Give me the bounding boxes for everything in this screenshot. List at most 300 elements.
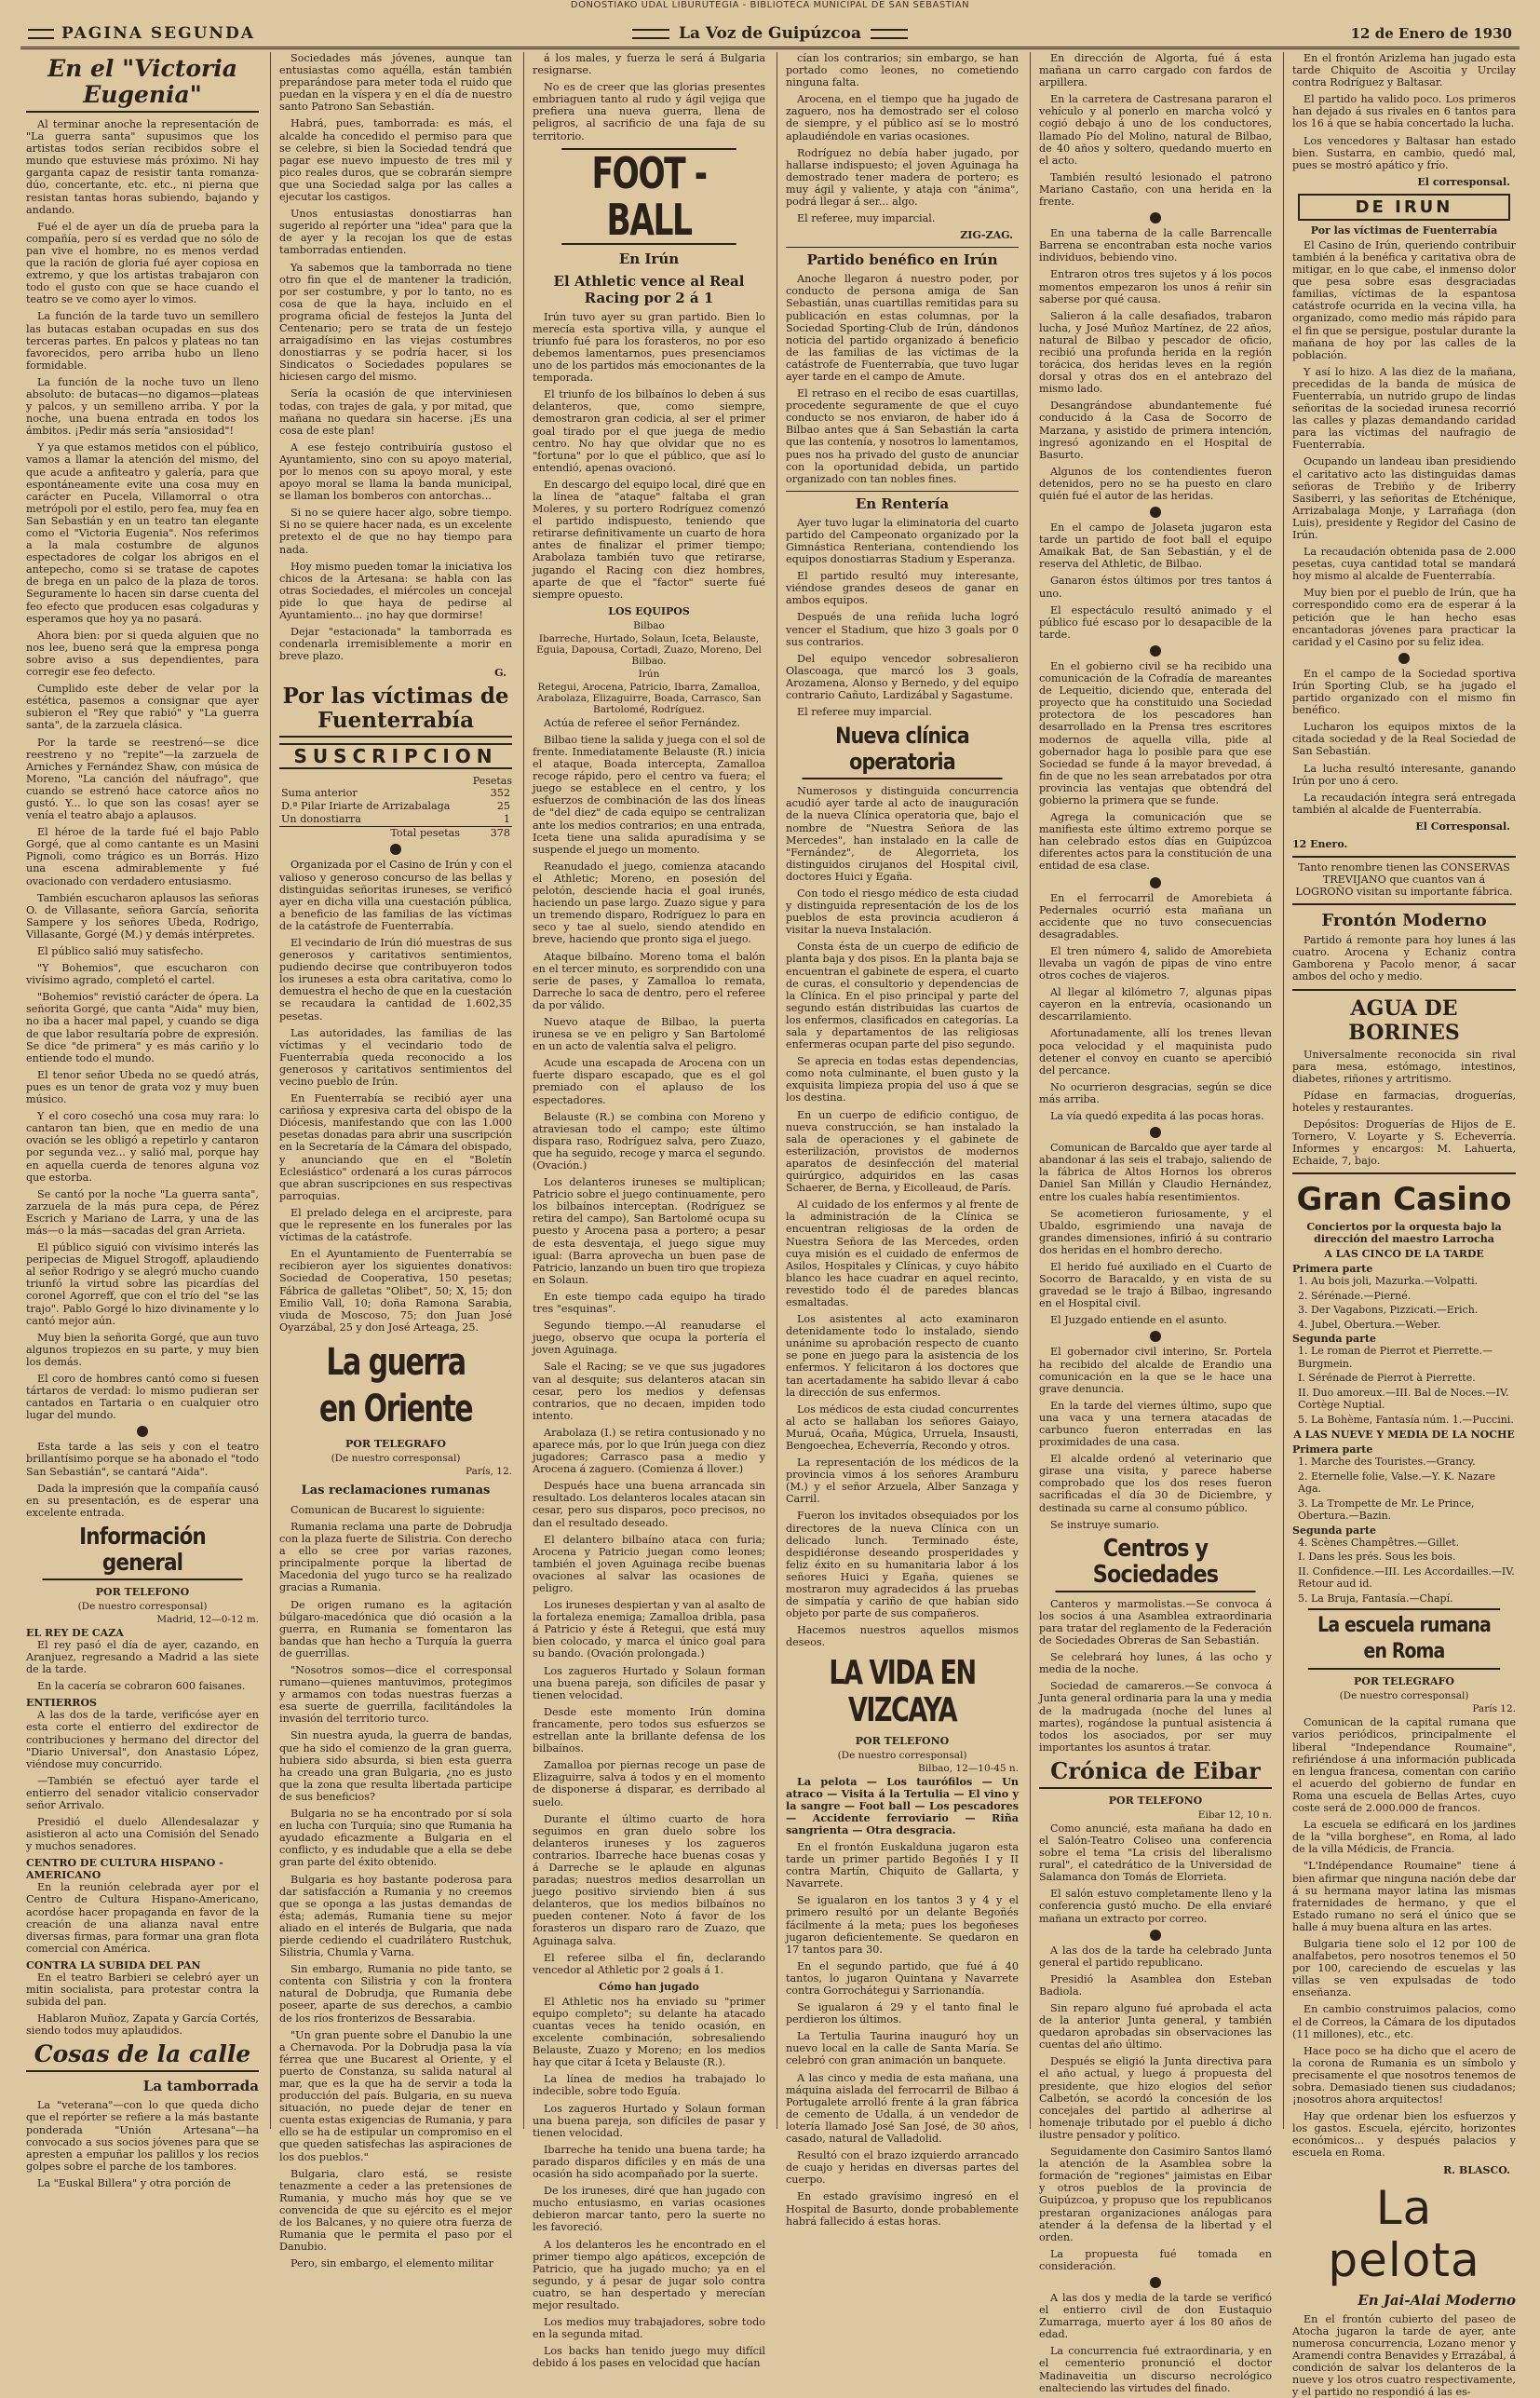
separator-ornament: [1150, 1331, 1161, 1342]
paragraph: En la tarde del viernes último, supo que una vaca y una ternera atacadas de carbunco fueron enterradas en las proximidades de una casa.: [1039, 1399, 1272, 1449]
paragraph: Después se eligió la Junta directiva para el año actual, y luego á propuesta del presidente, que hizo elogios del señor Calbetón, se acordó la concesión de los concejales del partido al adherirse al homenaje tributado por el pueblo á dicho ilustre pensador y político.: [1039, 2055, 1272, 2141]
byline: POR TELEFONO: [95, 1585, 190, 1598]
paragraph: Después de una reñida lucha logró vencer el Stadium, que hizo 3 goals por 0 sus contrarios.: [786, 611, 1019, 648]
program-part: Segunda parte: [1292, 1333, 1376, 1346]
paragraph: Fueron los invitados obsequiados por los directores de la nueva Clínica con un delicado lunch. Terminado éste, despidiéronse deseando prosperidades y feliz éxito en su humanitaria labor á los señores Huici y Egaña, quienes se mostraron muy agradecidos á las pruebas de simpatía y cariño de que habían sido objeto por parte de sus compañeros.: [786, 1510, 1019, 1620]
paragraph: El Casino de Irún, queriendo contribuir también á la benéfica y caritativa obra de mitigar, en lo que cabe, el inmenso dolor que pesa sobre esas desgraciadas familias, víctimas de la espantosa catástrofe ocurrida en la vecina villa, ha organizado, como medio más rápido para el fin que se persigue, postular durante la mañana de hoy por las calles de la población.: [1292, 238, 1516, 361]
paragraph: En un cuerpo de edificio contiguo, de nueva construcción, se han instalado la sala de operaciones y el gabinete de esterilización, provistos de modernos aparatos de desinfección del material quirúrgico, adquiridos en las casas Schaerer, de Berna, y Eicolleaud, de París.: [786, 1108, 1019, 1195]
program-item: 1. Marche des Touristes.—Grancy.: [1298, 1456, 1476, 1469]
paragraph: Los médicos de esta ciudad concurrentes al acto se hallaban los señores Gaiayo, Muruá, Ocaña, Múgica, Urruela, Insausti, Bengoechea, Echeverría, Recondo y otros.: [786, 1402, 1019, 1452]
paragraph: Rodríguez no debía haber jugado, por hallarse indispuesto; el joven Aguinaga ha demostrado tener madera de portero; es muy ágil y valiente, y ataja con "ánima", podrá llegar á ser... algo.: [786, 146, 1019, 209]
column-rule: [270, 52, 271, 2129]
program-item: 1. Au bois joli, Mazurka.—Volpatti.: [1298, 1275, 1479, 1288]
paragraph: Sin reparo alguno fué aprobada el acta de la anterior Junta general, y también quedaron aprobadas sin observaciones las cuentas del año último.: [1039, 2002, 1272, 2052]
paragraph: Desde este momento Irún domina francamente, pero todos sus esfuerzos se estrellan ante la brillante defensa de los bilbaínos.: [533, 1705, 765, 1755]
paragraph: Sería la ocasión de que interviniesen todas, con trajes de gala, y por mitad, que mañana no quedara sin hacerse. ¡Es una cosa de este plan!: [279, 387, 512, 437]
paragraph: El público salió muy satisfecho.: [37, 945, 204, 957]
separator-ornament: [1150, 1127, 1161, 1138]
paragraph: Bulgaria no se ha encontrado por sí sola en lucha con Turquía; sino que Rumania ha ayudado eficazmente a Bulgaria en el conflicto, y es indudable que a ella se debe gran parte del éxito obtenido.: [279, 1808, 512, 1869]
paragraph: La lucha resultó interesante, ganando Irún por uno á cero.: [1292, 762, 1516, 787]
paragraph: cían los contrarios; sin embargo, se han portado como leones, no cometiendo ninguna falta.: [786, 52, 1019, 89]
paragraph: El partido ha valido poco. Los primeros han dejado á sus rivales en 6 tantos para los 16 á que se había concertado la lucha.: [1292, 93, 1516, 130]
paragraph: Los vencedores y Baltasar han estado bien. Sustarra, en cambio, quedó mal, pues se mostró apático y frío.: [1292, 134, 1516, 171]
column-3: [533, 52, 765, 2370]
dateline: París, 12.: [466, 1465, 512, 1477]
paragraph: Se instruye sumario.: [1050, 1518, 1160, 1531]
paragraph: La función de la tarde tuvo un semillero las butacas estaban ocupadas en sus dos terceras partes. En palcos y plateas no tan favorecidos, pero arriba hubo un lleno formidable.: [26, 310, 259, 372]
paragraph: Belauste (R.) se combina con Moreno y atraviesan todo el campo; este último dispara raso, Rodríguez salva, pero Zuazo, que ha seguido, recoge y marca el segundo. (Ovación.): [533, 1110, 765, 1172]
paragraph: En descargo del equipo local, diré que en la línea de "ataque" faltaba el gran Moleres, y su portero Rodríguez comenzó el partido indispuesto, teniendo que retirarse definitivamente un cuarto de hora antes de finalizar el primer tiempo; Arabolaza también tuvo que retirarse, jugando el Racing con diez hombres, aparte de que el "factor" suerte fué siempre opuesto.: [533, 478, 765, 601]
paragraph: Se celebrará hoy lunes, á las ocho y media de la noche.: [1039, 1651, 1272, 1676]
paragraph: Se aprecia en todas estas dependencias, como nota culminante, el buen gusto y la exquisita limpieza propia del uso á que se los destina.: [786, 1055, 1019, 1104]
paragraph: Esta tarde a las seis y con el teatro brillantísimo porque se ha abonado el "todo San Sebastián", se cantará "Aida".: [26, 1441, 259, 1478]
separator-ornament: [1150, 645, 1161, 657]
paragraph: Bilbao tiene la salida y juega con el sol de frente. Inmediatamente Belauste (R.) inicia el ataque, Boada intercepta, Zamalloa recoge rápido, pero el centro va fuera; el juego se establece en el centro, y los esfuerzos de combinación de las dos líneas de "del diez" de cada equipo se centralizan ante los medios contrarios; en una entrada, Iceta tiene una salida apuradísima y se suspende el juego un momento.: [533, 733, 765, 856]
paragraph: En la carretera de Castresana pararon el vehículo y al ponerlo en marcha volcó y cogió debajo á uno de los conductores, llamado Pío del Molino, natural de Bilbao, de 40 años y soltero, quedando muerto en el acto.: [1039, 93, 1272, 167]
section-title: La pelota: [1328, 2180, 1480, 2287]
paragraph: El triunfo de los bilbaínos lo deben á sus delanteros, que, como siempre, demostraron gran codicia, al ser el primer goal tirado por el que juega de medio centro. No hay que olvidar que no es "fortuna" por lo que el público, que así lo entendió, apenas ovacionó.: [533, 388, 765, 474]
paragraph: Las autoridades, las familias de las víctimas y el vecindario todo de Fuenterrabía queda reconocido a los generosos y caritativos sentimientos del vecino pueblo de Irún.: [279, 1026, 512, 1088]
paragraph: Consta ésta de un cuerpo de edificio de planta baja y dos pisos. En la planta baja se encuentran el gabinete de espera, el cuarto de curas, el consultorio y dependencias de la Clínica. En el piso principal y parte del segundo están distribuidas las cuartos de los enfermos, clasificados en categorías. La sala y departamentos de las religiosas enfermeras ocupan parte del piso segundo.: [786, 941, 1019, 1051]
advert-text: Tanto renombre tienen las CONSERVAS TREVIJANO que cuantos van á LOGROÑO visitan su importante fábrica.: [1295, 860, 1513, 899]
paragraph: Entraron otros tres sujetos y á los pocos momentos empezaron los unos á reñir sin saberse por qué causa.: [1039, 268, 1272, 305]
paragraph: Comunican de Bucarest lo siguiente:: [290, 1503, 485, 1516]
paragraph: Hablaron Muñoz, Zapata y García Cortés, siendo todos muy aplaudidos.: [26, 2012, 259, 2038]
subheading: EL REY DE CAZA: [26, 1626, 124, 1639]
separator-ornament: [1150, 212, 1161, 224]
paragraph: Con todo el riesgo médico de esta ciudad y distinguida representación de los de los pueblos de esta provincia acudieron á visitar la nueva Instalación.: [786, 887, 1019, 937]
subheading: En Rentería: [786, 491, 1019, 512]
paragraph: Dada la impresión que la compañía causó en su presentación, es de esperar una excelente entrada.: [26, 1482, 259, 1519]
advert-conservas: [1292, 856, 1516, 898]
paragraph: á los males, y fuerza le será á Bulgaria resignarse.: [533, 52, 765, 77]
paragraph: El tren número 4, salido de Amorebieta llevaba un vagón de pipas de vino entre otros coches de viajeros.: [1039, 944, 1272, 982]
team-name: Irún: [638, 668, 660, 680]
advert-subtitle: Conciertos por la orquesta bajo la dirección del maestro Larrocha: [1306, 1221, 1502, 1246]
paragraph: Dejar "estacionada" la tamborrada es condenarla irremisiblemente a morir en breve plazo.: [279, 626, 512, 663]
paragraph: La "Euskal Billera" y otra porción de: [37, 2176, 231, 2189]
program-item: 4. Scènes Champêtres.—Gillet.: [1298, 1536, 1460, 1549]
program-item: 3. Der Vagabons, Pizzicati.—Erich.: [1298, 1304, 1479, 1317]
paragraph: El referee silba el fin, declarando vencedor al Athletic por 2 goals á 1.: [533, 1951, 765, 1976]
section-title: DE IRUN: [1298, 194, 1510, 221]
article-title: En el "Victoria Eugenia": [26, 56, 259, 113]
paragraph: El héroe de la tarde fué el bajo Pablo Gorgé, que al como cantante es un Masini Pignoli, como trágico es un Borrás. Hizo una escena admirablemente y fué ovacionado con verdadero entusiasmo.: [26, 826, 259, 887]
paragraph: "Y Bohemios", que escucharon con vivísimo agrado, completó el cartel.: [26, 962, 259, 987]
program-item: 5. La Bohème, Fantasía núm. 1.—Puccini.: [1298, 1413, 1514, 1426]
subheading: CONTRA LA SUBIDA DEL PAN: [26, 1958, 201, 1971]
paragraph: Salieron á la calle desafiados, trabaron lucha, y José Muñoz Martínez, de 22 años, natural de Bilbao y pescador de oficio, recibió una profunda herida en la región torácica, dos heridas leves en la región dorsal y otras dos en el antebrazo del mismo lado.: [1039, 309, 1272, 396]
paragraph: Hacemos nuestros aquellos mismos deseos.: [786, 1624, 1019, 1649]
paragraph: "Nosotros somos—dice el corresponsal rumano—quienes mantuvimos, protegimos y armamos con todas nuestras fuerzas a esa suerte de guerrilla, facilitándoles la invasión del territorio turco.: [279, 1664, 512, 1726]
paragraph: Segundo tiempo.—Al reanudarse el juego, observo que ocupa la portería el joven Aguinaga.: [533, 1320, 765, 1357]
advert-title: AGUA DE BORINES: [1348, 996, 1460, 1045]
program-item: 3. La Trompette de Mr. Le Prince, Obertura.—Bazin.: [1298, 1497, 1475, 1523]
paragraph: Bulgaria es hoy bastante poderosa para dar satisfacción a Rumania y no creemos que se oponga a las justas demandas de ésta; además, Rumania tiene su mejor aliado en el interés de Bulgaria, que nada pierde cediendo el cuadrilátero Rustchuk, Silistria, Chumla y Varna.: [279, 1873, 512, 1959]
paragraph: Los iruneses despiertan y van al asalto de la fortaleza enemiga; Zamalloa dribla, pasa á Patricio y éste á Retegui, que está muy bien colocado, y marca el único goal para su bando. (Ovación prolongada.): [533, 1599, 765, 1660]
program-part: Primera parte: [1292, 1443, 1373, 1456]
paragraph: Muy bien la señorita Gorgé, que aun tuvo algunos tropiezos en su parte, y muy bien los demás.: [26, 1331, 259, 1368]
byline: POR TELEGRAFO: [345, 1437, 446, 1450]
section-title: Información general: [43, 1524, 243, 1580]
paragraph: A ese festejo contribuiría gustoso el Ayuntamiento, sino con su apoyo material, por lo menos con su apoyo moral, y este apoyo moral se llama la banda municipal, se llaman los bomberos con antorchas...: [279, 440, 512, 503]
paragraph: El partido resultó muy interesante, viéndose grandes deseos de ganar en ambos equipos.: [786, 570, 1019, 607]
paragraph: Unos entusiastas donostiarras han sugerido al repórter una "idea" para que la de ayer y la recojan los que de estas tamborradas entienden.: [279, 208, 512, 257]
paragraph: En estado gravísimo ingresó en el Hospital de Basurto, donde probablemente habrá fallecido á estas horas.: [786, 2190, 1019, 2228]
paragraph: Por la tarde se reestrenó—se dice reestreno y no "repite"—la zarzuela de Arniches y Fernández Shaw, con música de Moreno, "La canción del náufrago", que cuando se estrenó hace catorce años no gustó. Y... lo que son las cosas! ayer se venía el teatro abajo a aplausos.: [26, 736, 259, 822]
advert-text: Pídase en farmacias, droguerías, hoteles y restaurantes.: [1292, 1089, 1516, 1114]
paragraph: Presidió la Asamblea don Esteban Badiola.: [1039, 1972, 1272, 1998]
paragraph: Ocupando un landeau iban presidiendo el caritativo acto las distinguidas damas señoras de Trebiño y de Iriberry Sasiberri, y las señoritas de Etchénique, Arrizabalaga Monje, y Larrañaga (don Luis), presidente y Regidor del Casino de Irún.: [1292, 455, 1516, 541]
paragraph: El vecindario de Irún dió muestras de sus generosos y caritativos sentimientos, pudiendo decirse que contribuyeron todos los iruneses a esta obra caritativa, como lo demuestra el hecho de que en la cuestación se recaudara la cantidad de 1.602,35 pesetas.: [279, 936, 512, 1023]
section-title: Por las víctimas de Fuenterrabía: [279, 684, 512, 738]
paragraph: Irún tuvo ayer su gran partido. Bien lo merecía esta sportiva villa, y aunque el triunfo fué para los forasteros, no por eso debemos lamentarnos, pues presenciamos uno de los partidos más emocionantes de la temporada.: [533, 310, 765, 385]
paragraph: Numerosos y distinguida concurrencia acudió ayer tarde al acto de inauguración de la nueva Clínica operatoria que, bajo el nombre de "Nuestra Señora de las Mercedes", han instalado en la calle de "Fernández", de Alegorrieta, los distinguidos cirujanos del Hospital civil, doctores Huici y Egaña.: [786, 785, 1019, 883]
paragraph: En el teatro Barbieri se celebró ayer un mitin socialista, para protestar contra la subida del pan.: [26, 1971, 259, 2009]
paragraph: "Bohemios" revistió carácter de ópera. La señorita Gorgé, que canta "Aida" muy bien, no iba a hacer mal papel, y cuando se diga de que labor resultaría pobre de expresión. Se dice "de primera" y es más cariño y lo entiende todo el mundo.: [26, 991, 259, 1064]
program-item: 2. Eternelle folie, Valse.—Y. K. Nazare Aga.: [1298, 1470, 1496, 1496]
paragraph: En el campo de la Sociedad sportiva Irún Sporting Club, se ha jugado el partido organizado con el mismo fin benéfico.: [1292, 667, 1516, 717]
dateline: En Irún: [618, 250, 680, 267]
correspondent: (De nuestro corresponsal): [837, 1749, 967, 1761]
section-title: LA VIDA EN VIZCAYA: [829, 1653, 976, 1729]
paragraph: Se igualaron á 29 y el tanto final le perdieron los últimos.: [786, 2001, 1019, 2026]
section-title: Nueva clínica operatoria: [803, 723, 1003, 779]
paragraph: Sociedad de camareros.—Se convoca á Junta general ordinaria para la una y media de la madrugada (noche del lunes al martes), rogándose la puntual asistencia á todos los asociados, por ser muy importantes los asuntos á tratar.: [1039, 1680, 1272, 1754]
paragraph: Ganaron éstos últimos por tres tantos á uno.: [1039, 575, 1272, 600]
paragraph: Al llegar al kilómetro 7, algunas pipas cayeron en la entrevía, ocasionando un descarrilamiento.: [1039, 986, 1272, 1023]
paragraph: "L'Indépendance Roumaine" tiene á bien afirmar que ninguna nación debe dar á su hermana mayor latina las mismas fraternidades de hermano, y que el Estado rumano no será el único que se halle á muy buena altura en las artes.: [1292, 1860, 1516, 1933]
archive-watermark: DONOSTIAKO UDAL LIBURUTEGIA - BIBLIOTECA MUNICIPAL DE SAN SEBASTIAN: [570, 0, 970, 10]
paragraph: Canteros y marmolistas.—Se convoca á los socios á una Asamblea extraordinaria para tratar del reglamento de la Federación de Sociedades Obreras de San Sebastián.: [1039, 1597, 1273, 1647]
paragraph: Arocena, en el tiempo que ha jugado de zaguero, nos ha demostrado ser el coloso de siempre, y el público así se lo mostró aplaudiéndole en varias ocasiones.: [786, 93, 1019, 142]
dateline: 12 Enero.: [1292, 837, 1348, 850]
section-title: Centros y Sociedades: [1056, 1536, 1256, 1592]
paragraph: Ahora bien: por si queda alguien que no nos lee, bueno será que la empresa ponga sobre aviso a sus dependientes, para corregir ese feo defecto.: [26, 629, 259, 679]
program-item: 2. Sérénade.—Pierné.: [1298, 1289, 1412, 1302]
subheading: Por las víctimas de Fuenterrabía: [1310, 224, 1498, 237]
paragraph: El referee, muy imparcial.: [797, 212, 936, 225]
advert-text: Depósitos: Droguerías de Hijos de E. Tornero, V. Loyarte y S. Echeverría. Informes y encargos: M. Lahuerta, Echaide, 7, bajo.: [1292, 1118, 1516, 1168]
paragraph: Hay que ordenar bien los esfuerzos y los gastos. Escuela, ejército, horizontes económicos... y después palacios y escuela en Roma.: [1292, 2110, 1516, 2160]
signature: El corresponsal.: [1417, 175, 1510, 188]
paragraph: "Un gran puente sobre el Danubio la une a Chernavoda. Por la Dobrudja pasa la vía férrea que une Bucarest al Oriente, y el puerto de Constanza, su salida natural al mar, que es la que ha de servir a toda la producción del país. Bulgaria, en su nueva situación, no puede dejar de tener en cuenta estas exigencias de Rumania, y para ello se ha de estipular un compromiso en el que queden satisfechas las aspiraciones de los dos pueblos.": [279, 2028, 512, 2163]
paragraph: Resultó con el brazo izquierdo arrancado de cuajo y heridas en diversas partes del cuerpo.: [786, 2149, 1019, 2187]
paragraph: El retraso en el recibo de esas cuartillas, procedente seguramente de que el cuyo conducto se nos enviaron, de haber ido á Bilbao antes que á San Sebastián la carta que las contenía, y nosotros lo lamentamos, pues nos ha privado del gusto de anunciar con la oportunidad debida, un partido organizado con tan nobles fines.: [786, 387, 1019, 485]
paragraph: Algunos de los contendientes fueron detenidos, pero no se ha puesto en claro quién fué el autor de las heridas.: [1039, 465, 1272, 502]
paragraph: La propuesta fué tomada en consideración.: [1039, 2247, 1272, 2272]
paragraph: El rey pasó el día de ayer, cazando, en Aranjuez, regresando a Madrid a las siete de la tarde.: [26, 1638, 259, 1676]
subheading: Las reclamaciones rumanas: [301, 1483, 491, 1497]
separator-ornament: [1150, 2277, 1161, 2288]
paragraph: Sin embargo, Rumania no pide tanto, se contenta con Silistria y con la frontera natural de Dobrudja, que Rumania debe poseer, aparte de sus derechos, a cambio de los ríos fronterizos de Bessarabia.: [279, 1963, 512, 2025]
paragraph: A las dos de la tarde ha celebrado Junta general el partido republicano.: [1039, 1944, 1272, 1969]
separator-ornament: [137, 1426, 148, 1437]
paragraph: La escuela se edificará en los jardines de la "villa borghese", en Roma, al lado de la villa Médicis, de Francia.: [1292, 1819, 1516, 1856]
table-row: Suma anterior 352: [281, 787, 510, 800]
paragraph: El público siguió con vivísimo interés las peripecias de Miguel Strogoff, aplaudiendo al señor Rodrigo y se alegró mucho cuando triunfó la virtud sobre las picardías del coronel Agorreff, que con el trío del "se las trajo". Pablo Gorgé lo hizo divinamente y lo cantó mejor aún.: [26, 1241, 259, 1327]
advert-casino: [1292, 1172, 1516, 1605]
paragraph: Se cantó por la noche "La guerra santa", zarzuela de la más pura cepa, de Pérez Escrich y Mariano de Larra, y una de las más—o la más—sacadas del gran Arrieta.: [26, 1187, 259, 1237]
paragraph: La Tertulia Taurina inauguró hoy un nuevo local en la calle de Santa María. Se celebró con gran animación un banquete.: [786, 2030, 1019, 2067]
team-name: Bilbao: [633, 619, 665, 631]
subheading: El Athletic vence al Real Racing por 2 á 1: [553, 272, 745, 306]
paragraph: Después hace una buena arrancada sin resultado. Los delanteros locales atacan sin cesar, pero sus disparos, poco precisos, no dan el resultado deseado.: [533, 1480, 765, 1529]
program-item: II. Duo amoreux.—III. Bal de Noces.—IV. Cortège Nuptial.: [1298, 1386, 1509, 1412]
paragraph: Fué el de ayer un día de prueba para la compañía, pero sí es verdad que no sólo de pan vive el hombre, no es menos verdad que la ración de gloria fué ayer copiosa en extremo, y que los artistas trabajaron con todo el gusto con que se hace cuando el teatro se ve como ayer lo vimos.: [26, 220, 259, 306]
paragraph: El Athletic nos ha enviado su "primer equipo completo"; su delante ha atacado cuantas veces ha tenido ocasión, en excelente combinación, sobresaliendo Belauste, Zuazo y Moreno; en los medios hay que citar á Iceta y Belauste (R.).: [533, 1995, 765, 2069]
newspaper-page: [26, 52, 1516, 2398]
section-title: La guerra en Oriente: [318, 1340, 473, 1430]
paragraph: Bulgaria tiene solo el 12 por 100 de analfabetos, pero nosotros tenemos el 50 por 100, careciendo de escuelas y las villas se ven expulsadas de todo enseñanza.: [1292, 1937, 1516, 1999]
paragraph: Del equipo vencedor sobresalieron Olascoaga, que marcó los 3 goals, Arozamena, Alonso y Bernedo, y del equipo contrario Cañuto, Lardizábal y Sagastume.: [786, 652, 1019, 702]
paragraph: Sin nuestra ayuda, la guerra de bandas, que ha sido el comienzo de la gran guerra, hubiera sido absurda, si bien esta guerra ha creado una gran Bulgaria, ¿no es justo que la zona que resulta libertada participe de sus beneficios?: [279, 1729, 512, 1803]
paragraph: Se igualaron en los tantos 3 y 4 y el primero resultó por un delante Begoñés fácilmente á la meta; pues los begoñeses jugaron deficientemente. Se quedaron en 17 tantos para 30.: [786, 1894, 1019, 1956]
paragraph: De origen rumano es la agitación búlgaro-macedónica que dió ocasión a la guerra, en Rumania se fomentaron las bandas que han hecho a Turquía la guerra de guerrillas.: [279, 1598, 512, 1660]
subheading: CENTRO DE CULTURA HISPANO - AMERICANO: [26, 1857, 223, 1882]
column-rule: [523, 52, 524, 2129]
paragraph: En el frontón cubierto del paseo de Atocha jugaron la tarde de ayer, ante numerosa concurrencia, Lozano menor y Aramendi contra Benavides y Errazábal, á condición de salvar los delanteros de la nueve y los otros cuatro respectivamente, y el partido no respondió á las es-: [1292, 2312, 1516, 2398]
paragraph: Rumania reclama una parte de Dobrudja con la plaza fuerte de Silistria. Con derecho a ello se cree por varias razones, principalmente porque la libertad de Macedonia del yugo turco se ha realizado gracias a Rumania.: [279, 1520, 512, 1594]
masthead: La Voz de Guipúzcoa: [20, 24, 1520, 43]
column-4: [786, 52, 1019, 2228]
signature: ZIG-ZAG.: [960, 229, 1013, 242]
paragraph: Organizada por el Casino de Irún y con el valioso y generoso concurso de las bellas y distinguidas señoritas iruneses, se verificó ayer en dicha villa una cuestación pública, a beneficio de las familias de las víctimas de la catástrofe de Fuenterrabía.: [279, 859, 512, 932]
issue-date: 12 de Enero de 1930: [1350, 25, 1512, 42]
paragraph: Los backs han tenido juego muy difícil debido á los pases en velocidad que hacían: [533, 2345, 765, 2370]
paragraph: Reanudado el juego, comienza atacando el Athletic; Moreno, en posesión del pelotón, desciende hacia el goal irunés, haciendo un pase largo. Zuazo sigue y para un tremendo disparo, Rodríguez lo para en seco y tae al suelo, siendo atendido en breve, haciendo que pronto siga el juego.: [533, 860, 765, 946]
subscription-heading: SUSCRIPCION: [279, 743, 512, 769]
separator-ornament: [1398, 653, 1410, 664]
paragraph: Y el coro cosechó una cosa muy rara: lo cantaron tan bien, que en medio de una ovación se les obligó a repetirlo y cantaron por segunda vez... y salió mal, porque hay en aquella cuerda de tenores alguna voz que estorba.: [26, 1110, 259, 1184]
paragraph: En este tiempo cada equipo ha tirado tres "esquinas".: [533, 1290, 765, 1316]
table-row: Un donostiarra 1: [281, 813, 510, 826]
total-row: Total pesetas 378: [279, 827, 512, 841]
program-item: I. Dans les prés. Sous les bois.: [1298, 1551, 1456, 1564]
paragraph: Los delanteros iruneses se multiplican; Patricio sobre el juego continuamente, pero los bilbaínos interceptan. (Rodríguez se retira del campo), San Bartolomé ocupa su puesto y Arocena pasa a portero; a pesar de esta desventaja, el juego sigue muy igual: (Barra aprovecha un buen pase de Patricio, lanzando un buen tiro que tropieza en Solaun.: [533, 1176, 765, 1286]
paragraph: En el segundo partido, que fué á 40 tantos, lo jugaron Quintana y Navarrete contra Gorrochátegui y Sarrionandía.: [786, 1959, 1019, 1997]
paragraph: El herido fué auxiliado en el Cuarto de Socorro de Baracaldo, y en vista de su gravedad se le trajo á Bilbao, ingresando en el Hospital civil.: [1039, 1260, 1272, 1310]
advert-fronton: [1292, 903, 1516, 982]
paragraph: Muy bien por el pueblo de Irún, que ha correspondido como era de esperar á la petición que le han hecho esas encantadoras jóvenes para practicar la caridad y el Casino por su feliz idea.: [1292, 587, 1516, 648]
paragraph: Sale el Racing; se ve que sus jugadores van al desquite; sus delanteros atacan sin cesar, pero los medios y defensas contrarios, que no decaen, impiden todo intento.: [533, 1361, 765, 1422]
separator-ornament: [1150, 507, 1161, 518]
paragraph: No ocurrieron desgracias, según se dice más arriba.: [1039, 1080, 1272, 1105]
paragraph: El prelado delega en el arcipreste, para que le represente en los funerales por las víctimas de la catástrofe.: [279, 1206, 512, 1244]
paragraph: Arabolaza (I.) se retira contusionado y no aparece más, por lo que Irún juega con diez jugadores; Carrasco pasa a medio y Arocena á zaguero. (Comienza á llover.): [533, 1426, 765, 1476]
paragraph: Afortunadamente, allí los trenes llevan poca velocidad y el maquinista pudo detener el convoy en cuanto se apercibió del percance.: [1039, 1027, 1272, 1077]
advert-title: Gran Casino: [1296, 1181, 1512, 1219]
section-title: Cosas de la calle: [26, 2041, 259, 2072]
paragraph: Lucharon los equipos mixtos de la citada sociedad y de la Real Sociedad de San Sebastián.: [1292, 721, 1516, 758]
signature: G.: [494, 667, 507, 680]
program-heading: A LAS CINCO DE LA TARDE: [1324, 1248, 1484, 1261]
paragraph: La recaudación íntegra será entregada también al alcalde de Fuenterrabía.: [1292, 791, 1516, 816]
program-item: I. Sérénade de Pierrot à Pierrette.: [1298, 1372, 1476, 1385]
advert-agua: [1292, 989, 1516, 1168]
paragraph: La "veterana"—con lo que queda dicho que el repórter se refiere a la más bastante ponderada "Unión Artesana"—ha convocado a sus socios jóvenes para que se apresten a empuñar los palillos y los recios golpes sobre el parche de los tambores.: [26, 2099, 259, 2173]
separator-ornament: [1150, 1930, 1161, 1941]
dateline: Eibar 12, 10 n.: [1197, 1809, 1272, 1821]
paragraph: Los medios muy trabajadores, sobre todo en la segunda mitad.: [533, 2316, 765, 2341]
paragraph: Al terminar anoche la representación de "La guerra santa" supusimos que los artistas todos serían recibidos sobre el mundo que estuviese más próximo. Ni hay garganta capaz de resistir tanta romanza-dúo, concertante, etc. etc., ni pierna que resistan tantas horas subiendo, bajando y andando.: [26, 118, 259, 216]
separator-ornament: [1150, 877, 1161, 888]
paragraph: Ataque bilbaíno. Moreno toma el balón en el tercer minuto, es sorprendido con una serie de pases, y Zamalloa lo remata, Darreche lo saca de dentro, pero el referee da por válido.: [533, 950, 765, 1011]
correspondent: (De nuestro corresponsal): [77, 1600, 208, 1612]
column-rule: [1030, 52, 1031, 2129]
paragraph: El gobernador civil interino, Sr. Portela ha recibido del alcalde de Erandio una comunicación en la que se le hace una grave denuncia.: [1039, 1346, 1272, 1395]
paragraph: Desangrándose abundantemente fué conducido á la Casa de Socorro de Marzana, y asistido de primera intención, ingresó agonizando en el Hospital de Basurto.: [1039, 400, 1272, 461]
section-title: FOOT - BALL: [561, 148, 736, 245]
byline: POR TELEFONO: [855, 1734, 950, 1747]
signature: R. BLASCO.: [1443, 2163, 1510, 2176]
paragraph: Comunican de la capital rumana que varios periódicos, principalmente el liberal "Independance Roumaine", refiriéndose á una información publicada en lengua francesa, comentan con cariño el acuerdo del gobierno de fundar en Roma una escuela de Bellas Artes, cuyo coste será de 2.000.000 de francos.: [1292, 1716, 1516, 1815]
paragraph: El espectáculo resultó animado y el público fué escaso por lo desapacible de la tarde.: [1039, 603, 1272, 641]
paragraph: El delantero bilbaíno ataca con furia; Arocena y Patricio juegan como leones; también el joven Aguinaga recibe buenas ovaciones al salvar las ocasiones de peligro.: [533, 1533, 765, 1594]
column-2: [279, 52, 512, 2270]
paragraph: Bulgaria, claro está, se resiste tenazmente a ceder a las pretensiones de Rumania, y mucho más hoy que se ve convencida de que su ejército es el mejor de los Balcanes, y no quiere otra fuerza de Rumania que le permita el paso por el Danubio.: [279, 2167, 512, 2254]
paragraph: Los zagueros Hurtado y Solaun forman una buena pareja, son difíciles de pasar y tienen velocidad.: [533, 2102, 765, 2139]
paragraph: Sociedades más jóvenes, aunque tan entusiastas como aquélla, están también preparándose para meter toda el ruido que puedan en la víspera y en el día de nuestro santo Patrono San Sebastián.: [279, 52, 512, 114]
column-rule: [1283, 52, 1284, 2129]
paragraph: El salón estuvo completamente lleno y la conferencia gustó mucho. De ella enviaré mañana un extracto por correo.: [1039, 1888, 1272, 1925]
paragraph: Actúa de referee el señor Fernández.: [544, 716, 740, 729]
subheading: En Jai-Alai Moderno: [1358, 2291, 1516, 2309]
paragraph: Ibarreche ha tenido una buena tarde; ha parado disparos difíciles y en más de una ocasión ha sido acompañado por la suerte.: [533, 2143, 765, 2181]
paragraph: En el ferrocarril de Amorebieta á Pedernales ocurrió esta mañana un accidente que no tuvo consecuencias desagradables.: [1039, 891, 1272, 941]
paragraph: Cumplido este deber de velar por la estética, pasemos a consignar que ayer subieron el "Rey que rabió" y "La guerra santa", de la zarzuela clásica.: [26, 683, 259, 732]
paragraph: Zamalloa por piernas recoge un pase de Elizaguirre, salva á todos y en el momento de disponerse á disparar, es derribado al suelo.: [533, 1759, 765, 1809]
paragraph: En el frontón Arizlema han jugado esta tarde Chiquito de Ascoitia y Urcilay contra Rodríguez y Baltasar.: [1292, 52, 1516, 89]
paragraph: Anoche llegaron á nuestro poder, por conducto de persona amiga de San Sebastián, unas cuartillas remitidas para su publicación en estas columnas, por la Sociedad Sporting-Club de Irún, dándonos noticia del partido organizado á beneficio de las familias de las víctimas de la catástrofe de Fuenterrabía, que tuvo lugar ayer tarde en el campo de Amute.: [786, 273, 1019, 383]
advert-title: Frontón Moderno: [1321, 911, 1487, 931]
paragraph: —También se efectuó ayer tarde el entierro del senador vitalicio conservador señor Arrivalo.: [26, 1774, 259, 1811]
subheading: ENTIERROS: [26, 1697, 97, 1710]
paragraph: Agrega la comunicación que se manifiesta este último extremo porque se han celebrado estos días en Guipúzcoa diferentes actos para la constitución de una entidad de esa clase.: [1039, 811, 1272, 873]
paragraph: La función de la noche tuvo un lleno absoluto: de butacas—no digamos—plateas y palcos, y un semilleno arriba. Y por la noche, una buena entrada en todos los ámbitos. ¡Pedir más sería "ansiosidad"!: [26, 375, 259, 438]
paragraph: No es de creer que las glorias presentes embriaguen tanto al rudo y ágil vejiga que prefiera una nueva guerra, llena de peligros, al sacrificio de una faja de su territorio.: [533, 81, 765, 142]
paragraph: Ya sabemos que la tamborrada no tiene otro fin que el de mantener la tradición, por ser costumbre, y por lo tanto, no es cosa de que la haya, incluido en el programa oficial de festejos la Junta del Centenario; pero se trata de un festejo arraigadísimo en las viejas costumbres donostiarras y se podría hacer, si los Sindicatos o Sociedades populares se hiciesen cargo del mismo.: [279, 261, 512, 384]
program-item: II. Confidence.—III. Les Accordailles.—IV. Retour aud id.: [1298, 1565, 1515, 1591]
program-part: Primera parte: [1292, 1263, 1373, 1276]
paragraph: En cambio construimos palacios, como el de Correos, la Cámara de los diputados (11 millones), etc., etc.: [1292, 2003, 1516, 2040]
subheading: La tamborrada: [142, 2078, 259, 2095]
paragraph: El Juzgado entiende en el asunto.: [1050, 1314, 1227, 1327]
byline: POR TELEGRAFO: [1354, 1675, 1454, 1688]
paragraph: El tenor señor Ubeda no se quedó atrás, pues es un tenor de grata voz y muy buen músico.: [26, 1068, 259, 1106]
paragraph: Se acometieron furiosamente, y el Ubaldo, esgrimiendo una navaja de grandes dimensiones, infirió á su contrario dos heridas en el hombro derecho.: [1039, 1207, 1272, 1256]
dateline: París 12.: [1472, 1703, 1516, 1715]
paragraph: A las cinco y media de esta mañana, una máquina aislada del ferrocarril de Bilbao á Portugalete arrolló frente á la gran fábrica de cemento de Udalla, á un vendedor de lotería llamado José San José, de 30 años, casado, natural de Valladolid.: [786, 2071, 1019, 2146]
advert-text: Universalmente reconocida sin rival para mesa, estómago, intestinos, diabetes, riñones y artritismo.: [1292, 1048, 1516, 1085]
paragraph: Hace poco se ha dicho que el acero de la corona de Rumania es un símbolo y precisamente el que nosotros tenemos de sobra. Demasiado tienen sus ciudadanos; ¡nosotros ahora arquitectos!: [1292, 2044, 1516, 2107]
paragraph: La vía quedó expedita á las pocas horas.: [1050, 1110, 1264, 1123]
paragraph: De los iruneses, diré que han jugado con mucho entusiasmo, en varias ocasiones debieron marcar tanto, pero la suerte no les favoreció.: [533, 2185, 765, 2234]
separator-ornament: [390, 844, 401, 855]
paragraph: Y así lo hizo. A las diez de la mañana, precedidas de la banda de música de Fuenterrabía, un nutrido grupo de lindas señoritas de la sociedad irunesa recorrió las calles y plazas demandando caridad para las víctimas del naufragio de Fuenterrabía.: [1292, 365, 1516, 452]
paragraph: Acude una escapada de Arocena con un fuerte disparo escapado, que es el gol premiado con el aplauso de los espectadores.: [533, 1057, 765, 1106]
paragraph: En el Ayuntamiento de Fuenterrabía se recibieron ayer los siguientes donativos: Sociedad de Cooperativa, 150 pesetas; Fábrica de galletas "Olibet", 50; X, 15; don Emilio Vall, 10; doña Ramona Sarabia, viuda de Moscoso, 75; don Juan José Oyarzábal, 25 y don José Arteaga, 25.: [279, 1248, 512, 1334]
column-1: [26, 52, 259, 2189]
section-title: La escuela rumana en Roma: [1308, 1608, 1500, 1670]
paragraph: También resultó lesionado el patrono Mariano Castaño, con una herida en la frente.: [1039, 170, 1272, 209]
paragraph: Como anuncié, esta mañana ha dado en el Salón-Teatro Coliseo una conferencia sobre el tema "La crisis del liberalismo rural", el catedrático de la Universidad de Salamanca don Tomás de Elorrieta.: [1039, 1822, 1272, 1884]
team-lineup: Ibarreche, Hurtado, Solaun, Iceta, Belauste, Eguia, Dapousa, Cortadi, Zuazo, Moreno, Del Bilbao.: [536, 632, 762, 667]
subheading: Cómo han jugado: [599, 1980, 699, 1993]
signature: El Corresponsal.: [1415, 820, 1510, 833]
summary-lead: La pelota — Los taurófilos — Un atraco — Visita á la Tertulia — El vino y la sangre — Foot ball — Los pescadores — Accidente ferroviario — Riña sangrienta — Otra desgracia.: [786, 1774, 1019, 1836]
paragraph: Y ya que estamos metidos con el público, vamos a llamar la atención del mismo, del que acude a anfiteatro y galería, para que espontáneamente evite una cosa muy en carácter en Pucela, Villamorral o otra metrópoli por el estilo, pero fea, muy fea en San Sebastián y en un teatro tan elegante como el "Victoria Eugenia". Nos referimos a la mala costumbre de algunos espectadores de colgar los abrigos en el antepecho, como si se tratase de capotes de brega en un palco de la plaza de toros. Seguramente lo hacen sin darse cuenta del feo efecto que producen esas colgaduras y esperamos que hoy ya no pasará.: [26, 441, 259, 625]
paragraph: El coro de hombres cantó como si fuesen tártaros de verdad: lo mismo pudieran ser cantados en Tartaria o en cualquier otro lugar del mundo.: [26, 1373, 259, 1422]
paragraph: A los delanteros les he encontrado en el primer tiempo algo apáticos, excepción de Patricio, que ha jugado mucho; ya en el segundo, y á pesar de jugar solo contra cuatro, se han despertado y merecían mejor resultado.: [533, 2238, 765, 2311]
paragraph: En el frontón Euskalduna jugaron esta tarde un primer partido Begoñés I y II contra Martín, Chiquito de Gallarta, y Navarrete.: [786, 1840, 1019, 1890]
dateline: Bilbao, 12—10-45 n.: [918, 1762, 1019, 1774]
paragraph: En dirección de Algorta, fué á esta mañana un carro cargado con fardos de arpillera.: [1039, 52, 1272, 89]
program-heading: A LAS NUEVE Y MEDIA DE LA NOCHE: [1293, 1429, 1515, 1442]
paragraph: El alcalde ordenó al veterinario que girase una visita, y parece haberse comprobado que los dos reses fueron sacrificadas el día 30 de Diciembre, y destinada su carne al consumo público.: [1039, 1453, 1272, 1514]
pesetas-label: Pesetas: [472, 775, 512, 788]
table-row: D.ª Pilar Iriarte de Arrizabalaga 25: [281, 800, 510, 813]
program-item: 5. La Bruja, Fantasía.—Chapí.: [1298, 1592, 1453, 1605]
paragraph: La línea de medios ha trabajado lo indecible, sobre todo Eguía.: [533, 2073, 765, 2098]
correspondent: (De nuestro corresponsal): [331, 1452, 461, 1464]
paragraph: Ayer tuvo lugar la eliminatoria del cuarto partido del Campeonato organizado por la Gimnástica Renteriana, contendiendo los equipos donostiarras Stadium y Esperanza.: [786, 516, 1019, 566]
paragraph: Al cuidado de los enfermos y al frente de la administración de la Clínica se encuentran religiosas de la orden de Nuestra Señora de las Mercedes, orden cuya misión es el cuidado de enfermos de Asilos, Hospitales y Clínicas, y cuyo hábito blanco les hace cuadrar en aquel recinto, revestido todo él de paredes blancas esmaltadas.: [786, 1199, 1019, 1308]
paragraph: Hoy mismo pueden tomar la iniciativa los chicos de la Artesana: se habla con las otras Sociedades, el miércoles un concejal pide lo que haya de pedirse al Ayuntamiento... ¡no hay que dormirse!: [279, 560, 512, 622]
paragraph: Seguidamente don Casimiro Santos llamó la atención de la Asamblea sobre la formación de "regiones" jaimistas en Eibar y otros pueblos de la provincia de Guipúzcoa, y propuso que los republicanos prestaran organizaciones análogas para atender á la defensa de la libertad y el orden.: [1039, 2146, 1272, 2243]
paragraph: Los zagueros Hurtado y Solaun forman una buena pareja, son difíciles de pasar y tienen velocidad.: [533, 1664, 765, 1701]
paragraph: Durante el último cuarto de hora seguimos en gran duelo sobre los delanteros iruneses y los zagueros contrarios. Ibarreche hace buenas cosas y á Darreche se le aplaude en algunas paradas; nuestros medios desarrollan un juego positivo sirviendo bien á sus delanteros, que los medios bilbaínos no pueden contener. Noto á favor de los forasteros un disparo raro de Zuazo, que Aguinaga salva.: [533, 1812, 765, 1947]
paragraph: También escucharon aplausos las señoras O. de Villasante, señora García, señorita Sampere y los señores Ubeda, Rodrigo, Villasante, Gorgé (M.) y demás intérpretes.: [26, 891, 259, 941]
paragraph: En la reunión celebrada ayer por el Centro de Cultura Hispano-Americano, acordóse hacer propaganda en favor de la creación de una alianza naval entre diversas firmas, para formar una gran flota comercial con América.: [26, 1881, 259, 1955]
paragraph: Los asistentes al acto examinaron detenidamente todo lo instalado, siendo unánime su aprobación respecto de cuanto se pone en juego para la asistencia de los enfermos. Y felicitaron á los doctores que tan acertadamente ha sabido llevar á cabo la dirección de sus enfermos.: [786, 1313, 1019, 1399]
paragraph: En el gobierno civil se ha recibido una comunicación de la Cofradía de mareantes de Lequeitio, diciendo que, enterada del proyecto que ha constituido una Sociedad protectora de los pescadores han desarrollado en la Prensa tres escritores modernos de aquella villa, pide al gobernador haga lo posible para que ese Sociedad se funde á la mayor brevedad, á fin de que no les sean arrebatados por otra provincia las ventajas que obtendrá del gobierno la primera que se funde.: [1039, 659, 1272, 806]
subheading: Partido benéfico en Irún: [786, 247, 1019, 268]
column-5: [1039, 52, 1273, 2394]
paragraph: Comunican de Barcaldo que ayer tarde al abandonar á las seis el trabajo, saliendo de la fábrica de Altos Hornos los obreros Daniel San Millán y Claudio Hernández, entre los cuales había resentimientos.: [1039, 1142, 1272, 1203]
paragraph: El referee muy imparcial.: [797, 706, 932, 719]
program-part: Segunda parte: [1292, 1524, 1376, 1537]
paragraph: En la cacería se cobraron 600 faisanes.: [37, 1680, 246, 1693]
page-label: PAGINA SEGUNDA: [28, 24, 255, 43]
advert-text: Partido á remonte para hoy lunes á las cuatro. Arocena y Echaniz contra Gamborena y Pacolo menor, á sacar ambos del ocho y medio.: [1292, 934, 1516, 983]
paragraph: Si no se quiere hacer algo, sobre tiempo. Si no se quiere hacer nada, es un excelente pretexto el de que no hay tiempo para nada.: [279, 507, 512, 556]
paragraph: Pero, sin embargo, el elemento militar: [290, 2257, 493, 2270]
dateline: Madrid, 12—0-12 m.: [156, 1613, 259, 1625]
column-6: [1292, 52, 1516, 2398]
paragraph: La representación de los médicos de la provincia vimos á los señores Aramburu (M.) y el señor Arzuela, Alber Sanzaga y Carril.: [786, 1456, 1019, 1506]
program-item: 1. Le roman de Pierrot et Pierrette.—Burgmein.: [1298, 1345, 1493, 1370]
paragraph: A las dos de la tarde, verificóse ayer en esta corte el entierro del exdirector de contribuciones y hermano del director del "Diario Universal", don Anastasio López, viéndose muy concurrido.: [26, 1709, 259, 1770]
byline: POR TELEFONO: [1108, 1794, 1203, 1807]
subscription-table: [279, 787, 512, 840]
paragraph: Presidió el duelo Allendesalazar y asistieron al acto una Comisión del Senado y muchos senadores.: [26, 1816, 259, 1853]
correspondent: (De nuestro corresponsal): [1339, 1690, 1469, 1702]
program-item: 4. Jubel, Obertura.—Weber.: [1298, 1318, 1441, 1331]
paragraph: La recaudación obtenida pasa de 2.000 pesetas, cuya cantidad total se mandará hoy mismo al alcalde de Fuenterrabía.: [1292, 546, 1516, 583]
paragraph: En el campo de Jolaseta jugaron esta tarde un partido de foot ball el equipo Amaikak Bat, de San Sebastián, y el de reserva del Athletic, de Bilbao.: [1039, 522, 1272, 571]
team-lineup: Retegui, Arocena, Patricio, Ibarra, Zamalloa, Arabolaza, Elizaguirre, Boada, Carrasco, San Bartolomé, Rodríguez.: [536, 681, 762, 715]
subheading: LOS EQUIPOS: [608, 604, 690, 617]
paragraph: En Fuenterrabía se recibió ayer una cariñosa y expresiva carta del obispo de la Diócesis, manifestando que con las 1.000 pesetas donadas para abrir una suscripción en la Secretaría de la Cámara del obispado, y anunciando que en el "Boletín Eclesiástico" ordenará a los curas párrocos que abran suscripciones en sus respectivas parroquias.: [279, 1092, 512, 1202]
paragraph: La concurrencia fué extraordinaria, y en el cementerio pronunció el doctor Madinaveitia un discurso necrológico enalteciendo las virtudes del finado.: [1039, 2345, 1272, 2394]
paragraph: A las dos y media de la tarde se verificó el entierro civil de don Eustaquio Zumarraga, muerto ayer á los 80 años de edad.: [1039, 2291, 1272, 2341]
paragraph: En una taberna de la calle Barrencalle Barrena se encontraban esta noche varios individuos, bebiendo vino.: [1039, 227, 1272, 264]
section-title: Crónica de Eibar: [1039, 1758, 1272, 1789]
paragraph: Habrá, pues, tamborrada: es más, el alcalde ha concedido el permiso para que se celebre, si bien la Sociedad tendrá que pagar ese nuevo impuesto de tres mil y pico reales duros, que se cobrarán siempre que una Sociedad salga por las calles a ejecutar los castigos.: [279, 117, 512, 204]
paragraph: Nuevo ataque de Bilbao, la puerta irunesa se ve en peligro y San Bartolomé en un acto de valentía salva el peligro.: [533, 1015, 765, 1053]
page-header: [20, 22, 1520, 49]
